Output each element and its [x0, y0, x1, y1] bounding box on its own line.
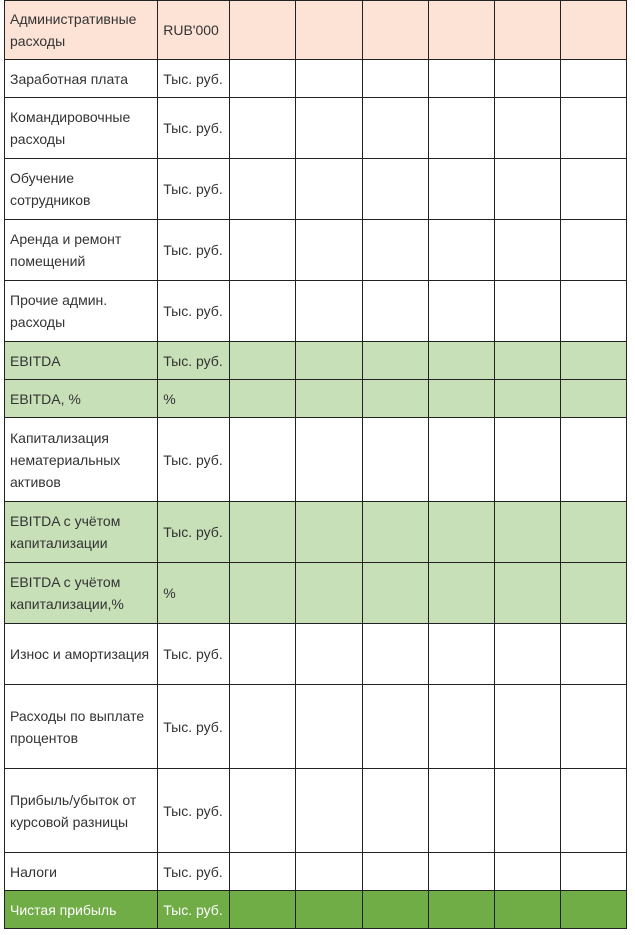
value-cell[interactable]: [230, 342, 296, 380]
table-row: [5, 891, 627, 929]
value-cell[interactable]: [296, 281, 362, 342]
value-cell[interactable]: [230, 380, 296, 418]
table-row: [5, 342, 627, 380]
value-cell[interactable]: [296, 502, 362, 563]
row-label-cell: Аренда и ремонт помещений: [5, 220, 158, 281]
value-cell[interactable]: [494, 60, 560, 98]
value-cell[interactable]: [296, 563, 362, 624]
row-unit-cell: Тыс. руб.: [158, 685, 230, 769]
value-cell[interactable]: [494, 281, 560, 342]
value-cell[interactable]: [230, 685, 296, 769]
row-label-cell: Прочие админ. расходы: [5, 281, 158, 342]
value-cell[interactable]: [296, 891, 362, 929]
value-cell[interactable]: [362, 891, 428, 929]
value-cell[interactable]: [428, 1, 494, 60]
value-cell[interactable]: [428, 60, 494, 98]
value-cell[interactable]: [230, 98, 296, 159]
value-cell[interactable]: [428, 853, 494, 891]
value-cell[interactable]: [560, 891, 626, 929]
table-row: [5, 685, 627, 769]
value-cell[interactable]: [428, 380, 494, 418]
row-unit-cell: Тыс. руб.: [158, 159, 230, 220]
value-cell[interactable]: [362, 853, 428, 891]
value-cell[interactable]: [428, 685, 494, 769]
row-label-cell: Расходы по выплате процентов: [5, 685, 158, 769]
value-cell[interactable]: [296, 418, 362, 502]
table-row: [5, 502, 627, 563]
value-cell[interactable]: [428, 624, 494, 685]
value-cell[interactable]: [494, 685, 560, 769]
value-cell[interactable]: [296, 342, 362, 380]
table-row: [5, 220, 627, 281]
value-cell[interactable]: [428, 418, 494, 502]
value-cell[interactable]: [362, 342, 428, 380]
row-unit-cell: Тыс. руб.: [158, 220, 230, 281]
value-cell[interactable]: [560, 281, 626, 342]
row-unit-cell: Тыс. руб.: [158, 891, 230, 929]
value-cell[interactable]: [230, 418, 296, 502]
value-cell[interactable]: [560, 159, 626, 220]
value-cell[interactable]: [230, 769, 296, 853]
row-unit-cell: Тыс. руб.: [158, 281, 230, 342]
value-cell[interactable]: [494, 380, 560, 418]
value-cell[interactable]: [230, 220, 296, 281]
row-unit-cell: Тыс. руб.: [158, 624, 230, 685]
table-row: [5, 380, 627, 418]
row-unit-cell: Тыс. руб.: [158, 60, 230, 98]
value-cell[interactable]: [494, 159, 560, 220]
value-cell[interactable]: [494, 418, 560, 502]
row-unit-cell: Тыс. руб.: [158, 342, 230, 380]
value-cell[interactable]: [560, 624, 626, 685]
value-cell[interactable]: [560, 380, 626, 418]
table-row: [5, 60, 627, 98]
value-cell[interactable]: [362, 220, 428, 281]
value-cell[interactable]: [494, 624, 560, 685]
value-cell[interactable]: [428, 159, 494, 220]
value-cell[interactable]: [296, 159, 362, 220]
row-label-cell: Командировочные расходы: [5, 98, 158, 159]
value-cell[interactable]: [494, 891, 560, 929]
value-cell[interactable]: [230, 159, 296, 220]
value-cell[interactable]: [362, 624, 428, 685]
table-row: [5, 98, 627, 159]
value-cell[interactable]: [296, 220, 362, 281]
value-cell[interactable]: [494, 502, 560, 563]
value-cell[interactable]: [560, 1, 626, 60]
value-cell[interactable]: [494, 853, 560, 891]
row-unit-cell: RUB'000: [158, 1, 230, 60]
row-unit-cell: Тыс. руб.: [158, 769, 230, 853]
table-row: [5, 418, 627, 502]
table-body: [5, 1, 627, 929]
value-cell[interactable]: [428, 769, 494, 853]
value-cell[interactable]: [362, 502, 428, 563]
value-cell[interactable]: [230, 281, 296, 342]
value-cell[interactable]: [296, 769, 362, 853]
row-unit-cell: %: [158, 380, 230, 418]
row-label-cell: Обучение сотрудников: [5, 159, 158, 220]
value-cell[interactable]: [560, 220, 626, 281]
row-label-cell: Налоги: [5, 853, 158, 891]
table-row: [5, 769, 627, 853]
value-cell[interactable]: [296, 98, 362, 159]
row-label-cell: Прибыль/убыток от курсовой разницы: [5, 769, 158, 853]
value-cell[interactable]: [362, 60, 428, 98]
table-row: [5, 853, 627, 891]
value-cell[interactable]: [494, 769, 560, 853]
row-unit-cell: Тыс. руб.: [158, 418, 230, 502]
value-cell[interactable]: [428, 502, 494, 563]
value-cell[interactable]: [428, 563, 494, 624]
value-cell[interactable]: [296, 1, 362, 60]
row-unit-cell: Тыс. руб.: [158, 98, 230, 159]
value-cell[interactable]: [560, 685, 626, 769]
value-cell[interactable]: [230, 563, 296, 624]
value-cell[interactable]: [230, 1, 296, 60]
row-label-cell: EBITDA, %: [5, 380, 158, 418]
value-cell[interactable]: [362, 281, 428, 342]
row-label-cell: EBITDA с учётом капитализации,%: [5, 563, 158, 624]
value-cell[interactable]: [230, 60, 296, 98]
value-cell[interactable]: [296, 60, 362, 98]
table-row: [5, 624, 627, 685]
value-cell[interactable]: [362, 1, 428, 60]
table-row: [5, 563, 627, 624]
row-unit-cell: %: [158, 563, 230, 624]
row-unit-cell: Тыс. руб.: [158, 502, 230, 563]
value-cell[interactable]: [296, 380, 362, 418]
value-cell[interactable]: [230, 502, 296, 563]
value-cell[interactable]: [296, 624, 362, 685]
value-cell[interactable]: [494, 342, 560, 380]
value-cell[interactable]: [560, 418, 626, 502]
value-cell[interactable]: [296, 853, 362, 891]
value-cell[interactable]: [362, 380, 428, 418]
value-cell[interactable]: [362, 563, 428, 624]
value-cell[interactable]: [560, 60, 626, 98]
financial-table: [4, 0, 627, 929]
value-cell[interactable]: [494, 98, 560, 159]
value-cell[interactable]: [362, 418, 428, 502]
value-cell[interactable]: [494, 563, 560, 624]
value-cell[interactable]: [428, 281, 494, 342]
value-cell[interactable]: [428, 220, 494, 281]
value-cell[interactable]: [230, 624, 296, 685]
row-label-cell: EBITDA с учётом капитализации: [5, 502, 158, 563]
table-row: [5, 1, 627, 60]
value-cell[interactable]: [494, 220, 560, 281]
row-label-cell: Административные расходы: [5, 1, 158, 60]
value-cell[interactable]: [296, 685, 362, 769]
row-unit-cell: Тыс. руб.: [158, 853, 230, 891]
value-cell[interactable]: [428, 342, 494, 380]
value-cell[interactable]: [560, 853, 626, 891]
table-row: [5, 159, 627, 220]
value-cell[interactable]: [560, 342, 626, 380]
value-cell[interactable]: [428, 891, 494, 929]
row-label-cell: Заработная плата: [5, 60, 158, 98]
row-label-cell: Капитализация нематериальных активов: [5, 418, 158, 502]
value-cell[interactable]: [230, 891, 296, 929]
table-row: [5, 281, 627, 342]
value-cell[interactable]: [362, 685, 428, 769]
value-cell[interactable]: [494, 1, 560, 60]
value-cell[interactable]: [428, 98, 494, 159]
value-cell[interactable]: [230, 853, 296, 891]
row-label-cell: Износ и амортизация: [5, 624, 158, 685]
row-label-cell: Чистая прибыль: [5, 891, 158, 929]
row-label-cell: EBITDA: [5, 342, 158, 380]
value-cell[interactable]: [560, 98, 626, 159]
value-cell[interactable]: [362, 159, 428, 220]
value-cell[interactable]: [362, 98, 428, 159]
value-cell[interactable]: [560, 502, 626, 563]
value-cell[interactable]: [362, 769, 428, 853]
value-cell[interactable]: [560, 563, 626, 624]
value-cell[interactable]: [560, 769, 626, 853]
